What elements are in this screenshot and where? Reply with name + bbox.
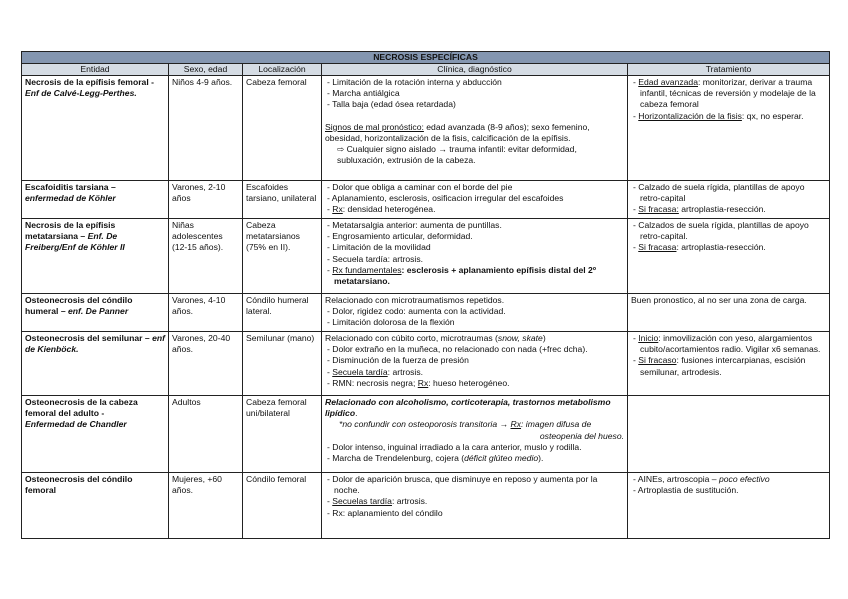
table-row bbox=[22, 473, 830, 539]
sexo-cell: Mujeres, +60 años. bbox=[169, 473, 243, 539]
header-localizacion: Localización bbox=[243, 64, 322, 76]
table-title: NECROSIS ESPECÍFICAS bbox=[22, 52, 830, 64]
header-sexo: Sexo, edad bbox=[169, 64, 243, 76]
tratamiento-cell: Buen pronostico, al no ser una zona de carga. bbox=[628, 294, 830, 332]
table-row bbox=[22, 219, 830, 294]
clinica-cell: - Dolor que obliga a caminar con el borde del pie - Aplanamiento, esclerosis, osificacion irregular del escafoides - Rx: densidad heterogénea. bbox=[322, 181, 628, 219]
entidad-cell: Osteonecrosis del cóndilo femoral bbox=[22, 473, 169, 539]
entidad-cell: Necrosis de la epífisis femoral - Enf de Calvé-Legg-Perthes. bbox=[22, 76, 169, 181]
entidad-cell: Escafoiditis tarsiana – enfermedad de Köhler bbox=[22, 181, 169, 219]
localizacion-cell: Semilunar (mano) bbox=[243, 332, 322, 396]
localizacion-cell: Cabeza metatarsianos (75% en II). bbox=[243, 219, 322, 294]
tratamiento-cell bbox=[628, 396, 830, 473]
header-entidad: Entidad bbox=[22, 64, 169, 76]
tratamiento-cell: - AINEs, artroscopia – poco efectivo - Artroplastia de sustitución. bbox=[628, 473, 830, 539]
sexo-cell: Niñas adolescentes (12-15 años). bbox=[169, 219, 243, 294]
table-row bbox=[22, 332, 830, 396]
sexo-cell: Niños 4-9 años. bbox=[169, 76, 243, 181]
localizacion-cell: Escafoides tarsiano, unilateral bbox=[243, 181, 322, 219]
localizacion-cell: Cóndilo femoral bbox=[243, 473, 322, 539]
localizacion-cell: Cóndilo humeral lateral. bbox=[243, 294, 322, 332]
table-row bbox=[22, 76, 830, 181]
entidad-cell: Osteonecrosis del semilunar – enf de Kienböck. bbox=[22, 332, 169, 396]
sexo-cell: Varones, 4-10 años. bbox=[169, 294, 243, 332]
clinica-cell: - Limitación de la rotación interna y abducción - Marcha antiálgica - Talla baja (edad ósea retardada) Signos de mal pronóstico: edad avanzada (8-9 años); sexo femenino, obesidad, horizontalización de la fisis, calcificación de la epífisis. ⇨ Cualquier signo aislado → trauma infantil: evitar deformidad, subluxación, extrusión de la cabeza. bbox=[322, 76, 628, 181]
sexo-cell: Varones, 2-10 años bbox=[169, 181, 243, 219]
entidad-cell: Osteonecrosis del cóndilo humeral – enf. De Panner bbox=[22, 294, 169, 332]
localizacion-cell: Cabeza femoral bbox=[243, 76, 322, 181]
tratamiento-cell: - Calzados de suela rígida, plantillas de apoyo retro-capital. - Si fracasa: artroplastia-resección. bbox=[628, 219, 830, 294]
header-clinica: Clínica, diagnóstico bbox=[322, 64, 628, 76]
table-row bbox=[22, 294, 830, 332]
necrosis-table bbox=[21, 51, 830, 539]
tratamiento-cell: - Edad avanzada: monitorizar, derivar a trauma infantil, técnicas de reversión y modelaje de la cabeza femoral - Horizontalización de la fisis: qx, no esperar. bbox=[628, 76, 830, 181]
clinica-cell: Relacionado con microtraumatismos repetidos. - Dolor, rigidez codo: aumenta con la actividad. - Limitación dolorosa de la flexión bbox=[322, 294, 628, 332]
clinica-cell: Relacionado con cúbito corto, microtraumas (snow, skate) - Dolor extraño en la muñeca, no relacionado con nada (+frec dcha). - Disminución de la fuerza de presión - Secuela tardía: artrosis. - RMN: necrosis negra; Rx: hueso heterogéneo. bbox=[322, 332, 628, 396]
header-tratamiento: Tratamiento bbox=[628, 64, 830, 76]
table-row bbox=[22, 396, 830, 473]
clinica-cell: - Dolor de aparición brusca, que disminuye en reposo y aumenta por la noche. - Secuelas tardía: artrosis. - Rx: aplanamiento del cóndilo bbox=[322, 473, 628, 539]
sexo-cell: Varones, 20-40 años. bbox=[169, 332, 243, 396]
clinica-cell: - Metatarsalgia anterior: aumenta de puntillas. - Engrosamiento articular, deformidad. - Limitación de la movilidad - Secuela tardía: artrosis. - Rx fundamentales: esclerosis + aplanamiento epífisis distal del 2º metatarsiano. bbox=[322, 219, 628, 294]
clinica-cell: Relacionado con alcoholismo, corticoterapia, trastornos metabolismo lipídico. *no confundir con osteoporosis transitoria → Rx: imagen difusa de osteopenia del hueso. - Dolor intenso, inguinal irradiado a la cara anterior, muslo y rodilla. - Marcha de Trendelenburg, cojera (déficit glúteo medio). bbox=[322, 396, 628, 473]
table-row bbox=[22, 181, 830, 219]
entidad-cell: Osteonecrosis de la cabeza femoral del adulto - Enfermedad de Chandler bbox=[22, 396, 169, 473]
localizacion-cell: Cabeza femoral uni/bilateral bbox=[243, 396, 322, 473]
sexo-cell: Adultos bbox=[169, 396, 243, 473]
tratamiento-cell: - Inicio: inmovilización con yeso, alargamientos cubito/acortamientos radio. Vigilar x6 semanas. - Si fracaso: fusiones intercarpianas, escisión semilunar, artrodesis. bbox=[628, 332, 830, 396]
tratamiento-cell: - Calzado de suela rígida, plantillas de apoyo retro-capital - Si fracasa: artroplastia-resección. bbox=[628, 181, 830, 219]
entidad-cell: Necrosis de la epífisis metatarsiana – Enf. De Freiberg/Enf de Köhler II bbox=[22, 219, 169, 294]
